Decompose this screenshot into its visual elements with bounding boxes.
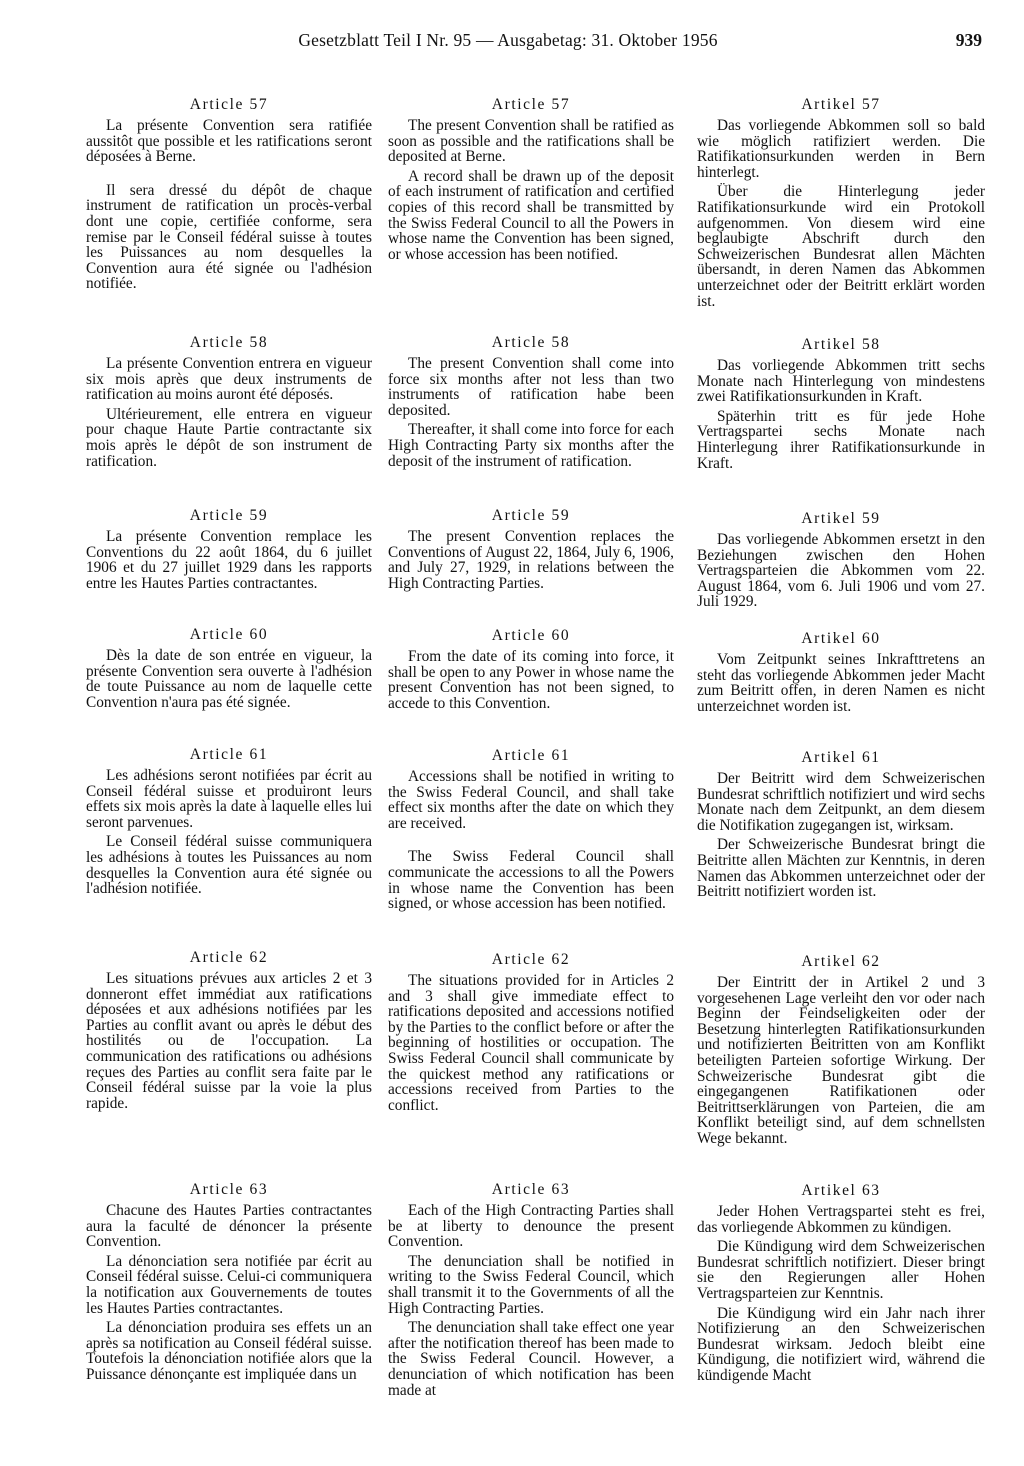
article-heading: Article 59 — [189, 507, 269, 524]
article-heading: Article 58 — [491, 334, 571, 351]
paragraph: La dénonciation produira ses effets un an après sa notification au Conseil fédéral suisse. Toutefois la dénonciation notifiée alors que la Puissance dénonçante est impliquée dans un — [86, 1319, 372, 1383]
paragraph: The present Convention replaces the Conventions of August 22, 1864, July 6, 1906, and July 27, 1929, in relations between the High Contracting Parties. — [388, 528, 674, 592]
article-heading: Artikel 60 — [801, 630, 881, 647]
paragraph: Il sera dressé du dépôt de chaque instrument de ratification un procès-verbal dont une copie, certifiée conforme, sera remise par le Conseil fédéral suisse à toutes les Puissances au nom desquelles la Convention aura été signée ou l'adhésion notifiée. — [86, 181, 372, 293]
article-heading: Article 59 — [491, 507, 571, 524]
paragraph: The present Convention shall be ratified as soon as possible and the ratifications shall be deposited at Berne. — [388, 117, 674, 166]
page-number: 939 — [955, 30, 982, 50]
article-59-en — [388, 507, 674, 595]
article-60-en — [388, 627, 674, 715]
paragraph: A record shall be drawn up of the deposit of each instrument of ratification and certified copies of this record shall be transmitted by the Swiss Federal Council to all the Powers in whose name the Convention has been signed, or whose accession has been notified. — [388, 167, 674, 263]
paragraph: The Swiss Federal Council shall communicate the accessions to all the Powers in whose name the Convention has been signed, or whose accession has been notified. — [388, 848, 674, 913]
article-heading: Article 62 — [491, 951, 571, 968]
paragraph: La présente Convention remplace les Conventions du 22 août 1864, du 6 juillet 1906 et du 27 juillet 1929 dans les rapports entre les Hautes Parties contractantes. — [86, 528, 372, 592]
paragraph: Das vorliegende Abkommen soll so bald wie möglich ratifiziert werden. Die Ratifikationsurkunden werden in Bern hinterlegt. — [697, 117, 985, 181]
paragraph: La présente Convention sera ratifiée aussitôt que possible et les ratifications seront déposées à Berne. — [86, 117, 372, 166]
artikel-62-de — [697, 953, 985, 1151]
article-57-en — [388, 96, 674, 266]
article-63-fr — [86, 1181, 372, 1387]
article-61-fr — [86, 746, 372, 901]
paragraph: Späterhin tritt es für jede Hohe Vertragspartei sechs Monate nach Hinterlegung ihrer Ratifikationsurkunde in Kraft. — [697, 407, 985, 472]
article-heading: Article 63 — [189, 1181, 269, 1198]
paragraph: Les adhésions seront notifiées par écrit au Conseil fédéral suisse et produiront leurs effets six mois après la date à laquelle elles lui seront parvenues. — [86, 767, 372, 831]
paragraph: Die Kündigung wird dem Schweizerischen Bundesrat schriftlich notifiziert. Dieser bringt sie den Regierungen aller Hohen Vertragsparteien zur Kenntnis. — [697, 1238, 985, 1302]
paragraph: The denunciation shall be notified in writing to the Swiss Federal Council, which shall transmit it to the Governments of all the High Contracting Parties. — [388, 1252, 674, 1317]
paragraph: The denunciation shall take effect one year after the notification thereof has been made to the Swiss Federal Council. However, a denunciation of which notification has been made at — [388, 1319, 674, 1399]
paragraph: Das vorliegende Abkommen ersetzt in den Beziehungen zwischen den Hohen Vertragsparteien die Abkommen vom 22. August 1864, vom 6. Juli 1906 und vom 27. Juli 1929. — [697, 531, 985, 611]
paragraph: From the date of its coming into force, it shall be open to any Power in whose name the present Convention has not been signed, to accede to this Convention. — [388, 648, 674, 712]
artikel-58-de — [697, 336, 985, 475]
paragraph: Der Eintritt der in Artikel 2 und 3 vorgesehenen Lage verleiht den vor oder nach Beginn der Feindseligkeiten oder der Besetzung hinterlegten Ratifikationsurkunden und notifizierten Beitritten von am Konflikt beteiligten Parteien sofortige Wirkung. Der Schweizerische Bundesrat gibt die eingegangenen Ratifikationen oder Beitrittserklärungen von Parteien, die am Konflikt beteiligt sind, auf dem schnellsten Wege bekannt. — [697, 974, 985, 1147]
paragraph: Der Schweizerische Bundesrat bringt die Beitritte allen Mächten zur Kenntnis, in deren Namen das Abkommen unterzeichnet oder der Beitritt notifiziert worden ist. — [697, 836, 985, 901]
article-60-fr — [86, 626, 372, 714]
paragraph: The situations provided for in Articles 2 and 3 shall give immediate effect to ratifications deposited and accessions notified by the Parties to the conflict before or after the beginning of hostilities or occupation. The Swiss Federal Council shall communicate by the quickest method any ratifications or accessions received from Parties to the conflict. — [388, 972, 674, 1114]
paragraph: Les situations prévues aux articles 2 et 3 donneront effet immédiat aux ratifications déposées et aux adhésions notifiées par les Parties au conflit avant ou après le début des hostilités ou de l'occupation. La communication des ratifications ou adhésions reçues des Parties au conflit sera faite par le Conseil fédéral suisse par la voie la plus rapide. — [86, 970, 372, 1112]
article-62-fr — [86, 949, 372, 1115]
gazette-title: Gesetzblatt Teil I Nr. 95 — Ausgabetag: 31. Oktober 1956 — [298, 30, 718, 50]
article-heading: Artikel 59 — [801, 510, 881, 527]
paragraph: La dénonciation sera notifiée par écrit au Conseil fédéral suisse. Celui-ci communiquera la notification aux Gouvernements de toutes les Hautes Parties contractantes. — [86, 1252, 372, 1317]
article-heading: Artikel 57 — [801, 96, 881, 113]
artikel-60-de — [697, 630, 985, 718]
paragraph: Jeder Hohen Vertragspartei steht es frei, das vorliegende Abkommen zu kündigen. — [697, 1203, 985, 1236]
paragraph: The present Convention shall come into force six months after not less than two instruments of ratification habe been deposited. — [388, 355, 674, 419]
article-heading: Artikel 58 — [801, 336, 881, 353]
paragraph: Thereafter, it shall come into force for each High Contracting Party six months after the deposit of the instrument of ratification. — [388, 421, 674, 470]
article-57-fr — [86, 96, 372, 296]
article-heading: Article 58 — [189, 334, 269, 351]
article-heading: Article 60 — [189, 626, 269, 643]
article-heading: Artikel 62 — [801, 953, 881, 970]
paragraph: Das vorliegende Abkommen tritt sechs Monate nach Hinterlegung von mindestens zwei Ratifikationsurkunden in Kraft. — [697, 357, 985, 406]
article-heading: Artikel 63 — [801, 1182, 881, 1199]
paragraph: Accessions shall be notified in writing to the Swiss Federal Council, and shall take effect six months after the date on which they are received. — [388, 768, 674, 832]
paragraph: Each of the High Contracting Parties shall be at liberty to denounce the present Convention. — [388, 1202, 674, 1251]
article-heading: Article 57 — [491, 96, 571, 113]
article-58-fr — [86, 334, 372, 473]
article-59-fr — [86, 507, 372, 595]
article-heading: Article 62 — [189, 949, 269, 966]
artikel-59-de — [697, 510, 985, 614]
paragraph: Vom Zeitpunkt seines Inkrafttretens an steht das vorliegende Abkommen jeder Macht zum Beitritt offen, in deren Namen es nicht unterzeichnet worden ist. — [697, 651, 985, 715]
article-heading: Article 60 — [491, 627, 571, 644]
paragraph: Le Conseil fédéral suisse communiquera les adhésions à toutes les Puissances au nom desquelles la Convention aura été signée ou l'adhésion notifiée. — [86, 833, 372, 898]
article-58-en — [388, 334, 674, 473]
page-header — [34, 30, 982, 56]
paragraph: Über die Hinterlegung jeder Ratifikationsurkunde wird ein Protokoll aufgenommen. Von diesem wird eine beglaubigte Abschrift durch den Schweizerischen Bundesrat allen Mächten übersandt, in deren Namen das Abkommen unterzeichnet oder der Beitritt erklärt worden ist. — [697, 183, 985, 310]
paragraph: La présente Convention entrera en vigueur six mois après que deux instruments de ratification au moins auront été déposés. — [86, 355, 372, 404]
artikel-61-de — [697, 749, 985, 904]
article-62-en — [388, 951, 674, 1117]
article-heading: Article 63 — [491, 1181, 571, 1198]
article-heading: Article 61 — [189, 746, 269, 763]
article-63-en — [388, 1181, 674, 1402]
paragraph: Die Kündigung wird ein Jahr nach ihrer Notifizierung an den Schweizerischen Bundesrat wirksam. Jedoch bleibt eine Kündigung, die notifiziert wird, während die kündigende Macht — [697, 1304, 985, 1384]
paragraph: Ultérieurement, elle entrera en vigueur pour chaque Haute Partie contractante six mois après le dépôt de son instrument de ratification. — [86, 405, 372, 470]
article-heading: Article 57 — [189, 96, 269, 113]
paragraph: Dès la date de son entrée en vigueur, la présente Convention sera ouverte à l'adhésion de toute Puissance au nom de laquelle cette Convention n'aura pas été signée. — [86, 647, 372, 711]
artikel-57-de — [697, 96, 985, 313]
article-heading: Artikel 61 — [801, 749, 881, 766]
paragraph: Chacune des Hautes Parties contractantes aura la faculté de dénoncer la présente Convention. — [86, 1202, 372, 1251]
artikel-63-de — [697, 1182, 985, 1388]
paragraph: Der Beitritt wird dem Schweizerischen Bundesrat schriftlich notifiziert und wird sechs Monate nach dem Zeitpunkt, an dem diesem die Notifikation zugegangen ist, wirksam. — [697, 770, 985, 834]
article-61-en — [388, 747, 674, 916]
article-heading: Article 61 — [491, 747, 571, 764]
